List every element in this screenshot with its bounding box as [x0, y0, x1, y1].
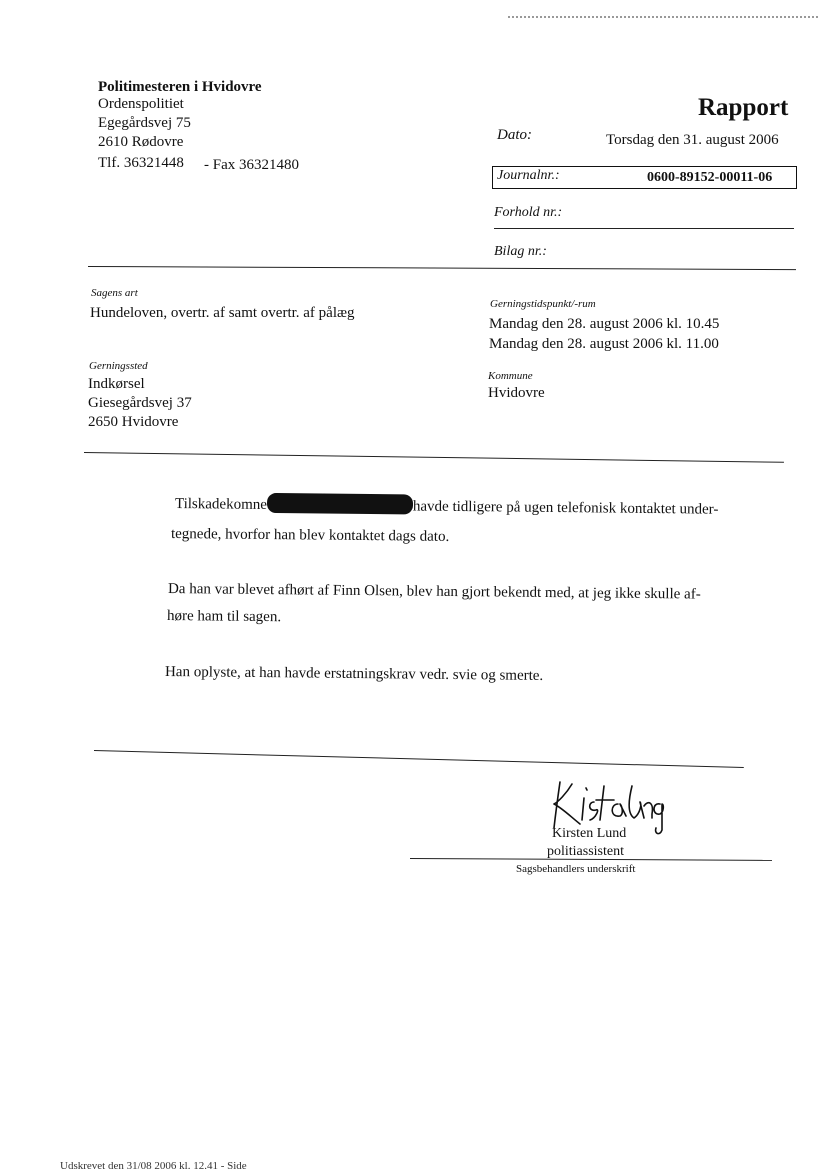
offence-time-2: Mandag den 28. august 2006 kl. 11.00: [489, 336, 719, 352]
phone-number: Tlf. 36321448: [98, 155, 184, 171]
paragraph-1-line-1: [175, 492, 719, 522]
case-type-value: Hundeloven, overtr. af samt overtr. af pålæg: [90, 305, 355, 321]
report-title: Rapport: [698, 94, 789, 121]
signature-caption: Sagsbehandlers underskrift: [516, 863, 636, 875]
department: Ordenspolitiet: [98, 96, 184, 112]
header-divider: [88, 266, 796, 270]
forhold-underline: [494, 228, 794, 229]
fax-number: - Fax 36321480: [204, 157, 299, 173]
municipality-value: Hvidovre: [488, 385, 545, 401]
paragraph-1-rest: havde tidligere på ugen telefonisk kontaktet under-: [412, 498, 719, 518]
details-divider: [84, 452, 784, 463]
journal-value: 0600-89152-00011-06: [647, 170, 773, 185]
journal-label: Journalnr.:: [497, 168, 560, 183]
paragraph-3-line-1: Han oplyste, at han havde erstatningskrav vedr. svie og smerte.: [164, 664, 544, 684]
journal-number-box: [492, 166, 797, 189]
municipality-label: Kommune: [488, 370, 533, 382]
paragraph-2-line-1: Da han var blevet afhørt af Finn Olsen, blev han gjort bekendt med, at jeg ikke skulle af-: [167, 581, 701, 603]
offence-place-line-3: 2650 Hvidovre: [88, 414, 179, 430]
signer-title: politiassistent: [547, 844, 624, 859]
signer-name: Kirsten Lund: [552, 826, 627, 841]
offence-time-label: Gerningstidspunkt/-rum: [490, 298, 596, 310]
paragraph-1-line-2: tegnede, hvorfor han blev kontaktet dags dato.: [170, 526, 450, 545]
date-value: Torsdag den 31. august 2006: [606, 132, 779, 148]
case-type-label: Sagens art: [91, 287, 138, 299]
paragraph-1-start: Tilskadekomne: [174, 496, 268, 513]
print-footer: Udskrevet den 31/08 2006 kl. 12.41 - Side: [60, 1160, 247, 1172]
signature-line: [410, 858, 772, 861]
city-address: 2610 Rødovre: [98, 134, 184, 150]
offence-place-line-2: Giesegårdsvej 37: [88, 395, 192, 411]
date-label: Dato:: [497, 127, 532, 143]
offence-place-label: Gerningssted: [89, 360, 148, 372]
street-address: Egegårdsvej 75: [98, 115, 191, 131]
bilag-label: Bilag nr.:: [494, 244, 547, 259]
offence-place-line-1: Indkørsel: [88, 376, 145, 392]
office-name: Politimesteren i Hvidovre: [98, 79, 262, 95]
body-end-divider: [94, 750, 744, 768]
scan-artifact-line: [508, 16, 818, 18]
redaction-bar: [267, 493, 413, 515]
offence-time-1: Mandag den 28. august 2006 kl. 10.45: [489, 316, 720, 332]
forhold-label: Forhold nr.:: [494, 205, 563, 220]
paragraph-2-line-2: høre ham til sagen.: [166, 608, 282, 626]
